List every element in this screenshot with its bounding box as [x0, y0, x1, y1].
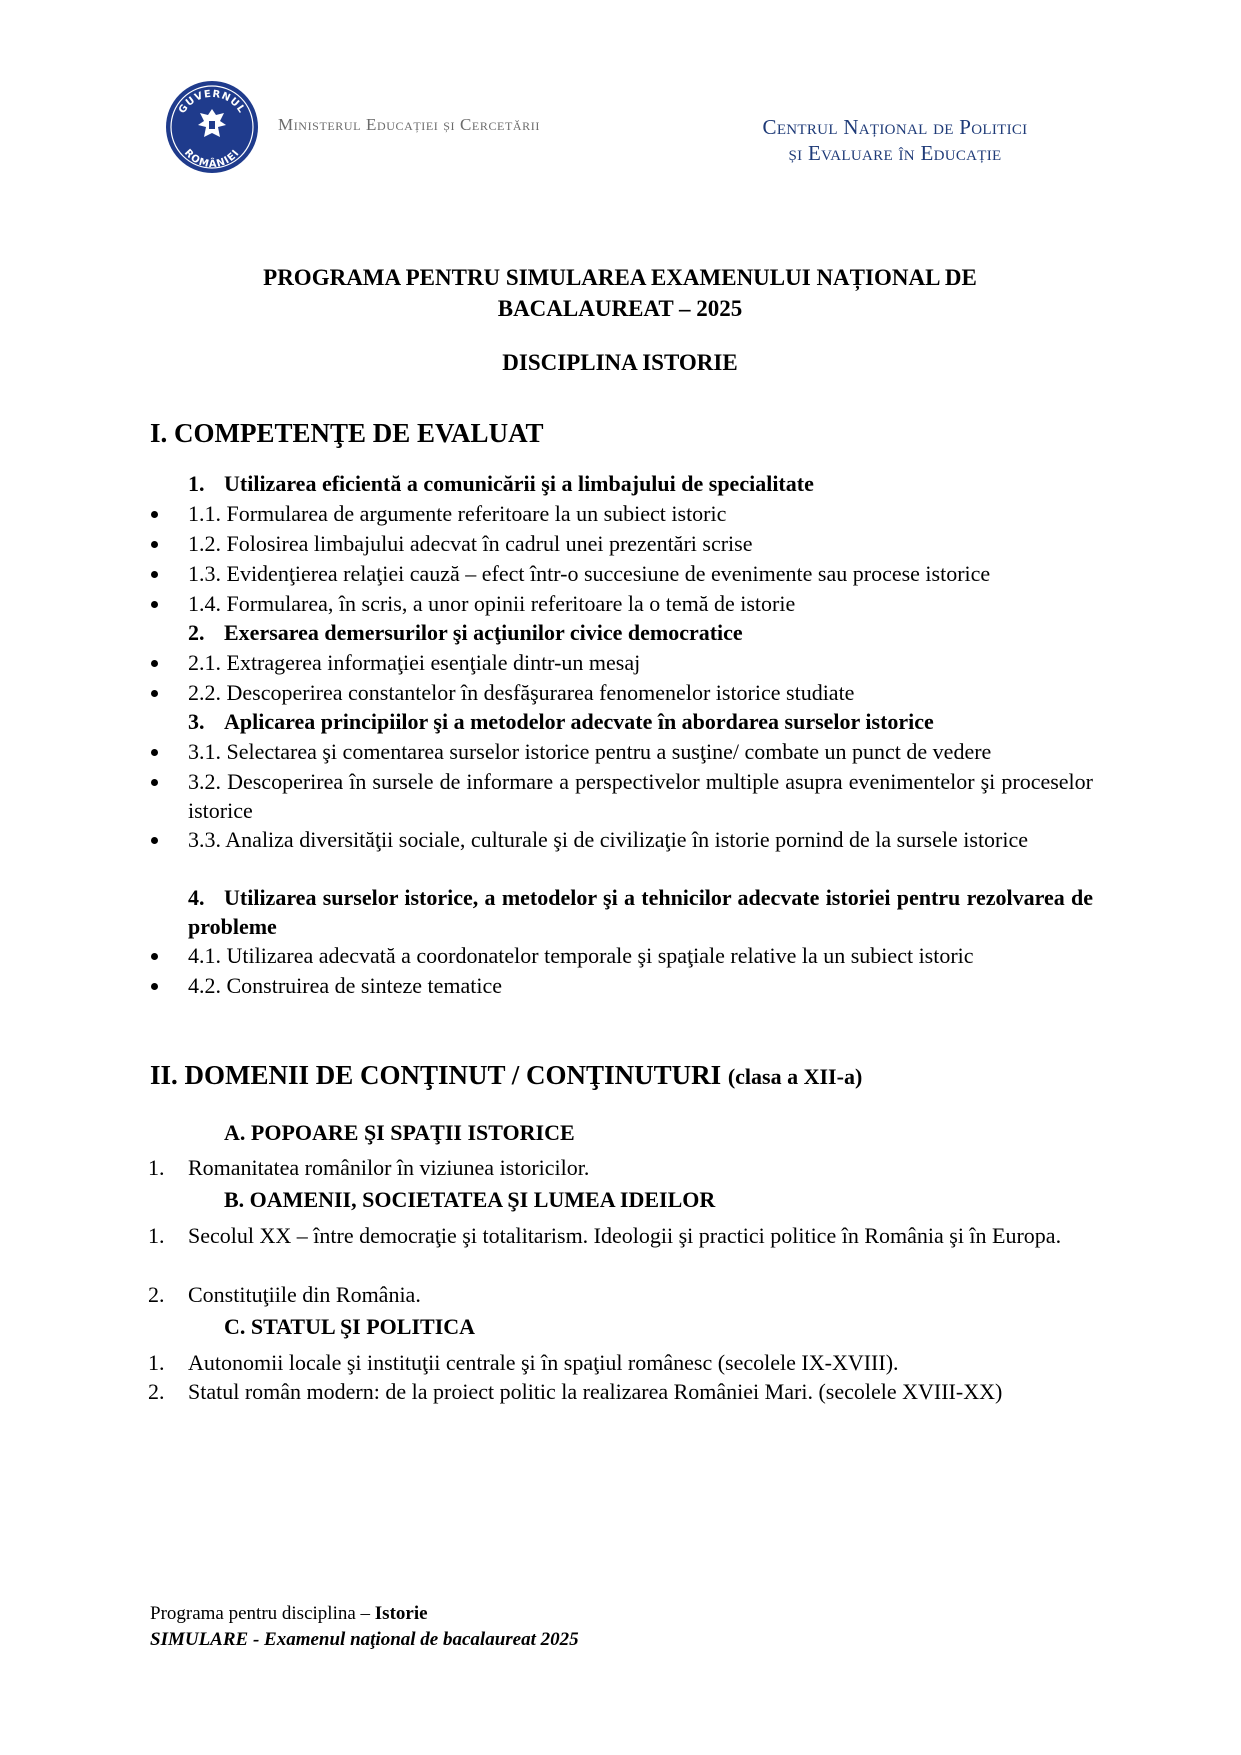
bullet-icon [151, 953, 158, 960]
list-item [148, 648, 1093, 677]
list-item-text: 1.2. Folosirea limbajului adecvat în cadrul unei prezentări scrise [188, 531, 753, 556]
logo-text-bottom: ROMÂNIEI [181, 147, 243, 171]
list-item-text: Autonomii locale şi instituţii centrale şi în spaţiul românesc (secolele IX-XVIII). [188, 1350, 899, 1375]
center-name-line1: Centrul Național de Politici [762, 115, 1028, 139]
list-item-number: 1. [148, 1155, 165, 1180]
bullet-icon [151, 601, 158, 608]
competence-label: Utilizarea surselor istorice, a metodelor şi a tehnicilor adecvate istoriei pentru rezolvarea de probleme [188, 885, 1093, 939]
competence-group-1 [188, 469, 1093, 498]
bullet-icon [151, 571, 158, 578]
list-item [148, 737, 1093, 766]
list-item-text: 4.2. Construirea de sinteze tematice [188, 973, 502, 998]
competence-label: Utilizarea eficientă a comunicării şi a limbajului de specialitate [224, 471, 814, 496]
list-item [148, 941, 1093, 970]
list-item-text: 4.1. Utilizarea adecvată a coordonatelor temporale şi spaţiale relative la un subiect istoric [188, 943, 974, 968]
domain-title-a: A. POPOARE ŞI SPAŢII ISTORICE [224, 1120, 575, 1145]
competence-label: Aplicarea principiilor şi a metodelor adecvate în abordarea surselor istorice [224, 709, 934, 734]
list-item [148, 767, 1093, 825]
bullet-icon [151, 983, 158, 990]
title-line1: PROGRAMA PENTRU SIMULAREA EXAMENULUI NAȚIONAL DE [263, 265, 977, 290]
list-item [148, 1221, 1093, 1250]
competence-number: 2. [188, 620, 205, 645]
list-item [148, 678, 1093, 707]
footer-discipline: Istorie [374, 1603, 428, 1624]
list-item-text: 3.3. Analiza diversităţii sociale, culturale şi de civilizaţie în istorie pornind de la sursele istorice [188, 827, 1029, 852]
competence-group-3 [188, 707, 1093, 736]
bullet-icon [151, 749, 158, 756]
list-item-number: 2. [148, 1282, 165, 1307]
competence-label: Exersarea demersurilor şi acţiunilor civice democratice [224, 620, 743, 645]
section2-heading [150, 1060, 862, 1091]
list-item [148, 1377, 1093, 1406]
list-item-number: 1. [148, 1350, 165, 1375]
bullet-icon [151, 690, 158, 697]
bullet-icon [151, 837, 158, 844]
center-name-line2: și Evaluare în Educație [788, 141, 1002, 165]
section1-heading: I. COMPETENŢE DE EVALUAT [150, 418, 544, 448]
list-item [148, 529, 1093, 558]
bullet-icon [151, 779, 158, 786]
document-title [140, 262, 1100, 324]
list-item-text: 1.3. Evidenţierea relaţiei cauză – efect într-o succesiune de evenimente sau procese istorice [188, 561, 991, 586]
list-item [148, 559, 1093, 588]
list-item-text: 3.1. Selectarea şi comentarea surselor istorice pentru a susţine/ combate un punct de vedere [188, 739, 992, 764]
list-item [148, 1153, 1093, 1182]
list-item [148, 499, 1093, 528]
bullet-icon [151, 511, 158, 518]
list-item [148, 825, 1093, 854]
bullet-icon [151, 541, 158, 548]
discipline-title: DISCIPLINA ISTORIE [502, 350, 738, 375]
list-item [148, 1280, 1093, 1309]
footer-line2: SIMULARE - Examenul naţional de bacalaureat 2025 [150, 1629, 579, 1650]
footer-prefix: Programa pentru disciplina – [150, 1603, 375, 1624]
competence-number: 4. [188, 885, 205, 910]
list-item [148, 589, 1093, 618]
section2-heading-suffix: (clasa a XII-a) [727, 1064, 863, 1089]
domain-title-c: C. STATUL ŞI POLITICA [224, 1314, 476, 1339]
government-logo [164, 79, 260, 175]
competence-group-4 [188, 883, 1093, 941]
list-item-text: 1.4. Formularea, în scris, a unor opinii referitoare la o temă de istorie [188, 591, 796, 616]
ministry-name: Ministerul Educației și Cercetării [278, 115, 540, 134]
list-item-text: 2.2. Descoperirea constantelor în desfăşurarea fenomenelor istorice studiate [188, 680, 855, 705]
logo-text-top: GUVERNUL [176, 88, 248, 116]
list-item-text: 3.2. Descoperirea în sursele de informare a perspectivelor multiple asupra evenimentelor şi proceselor istorice [188, 769, 1093, 823]
footer-line1 [150, 1603, 428, 1625]
competence-group-2 [188, 618, 1093, 647]
list-item [148, 1348, 1093, 1377]
list-item-text: Romanitatea românilor în viziunea istoricilor. [188, 1155, 590, 1180]
list-item-text: Secolul XX – între democraţie şi totalitarism. Ideologii şi practici politice în România şi în Europa. [188, 1223, 1062, 1248]
competence-number: 3. [188, 709, 205, 734]
domain-title-b: B. OAMENII, SOCIETATEA ŞI LUMEA IDEILOR [224, 1187, 716, 1212]
competence-number: 1. [188, 471, 205, 496]
list-item-text: 1.1. Formularea de argumente referitoare la un subiect istoric [188, 501, 727, 526]
bullet-icon [151, 660, 158, 667]
center-name [700, 114, 1090, 166]
list-item-number: 1. [148, 1223, 165, 1248]
list-item-text: Constituţiile din România. [188, 1282, 421, 1307]
list-item-number: 2. [148, 1379, 165, 1404]
list-item-text: 2.1. Extragerea informaţiei esenţiale dintr-un mesaj [188, 650, 641, 675]
title-line2: BACALAUREAT – 2025 [497, 296, 743, 321]
list-item [148, 971, 1093, 1000]
section2-heading-text: II. DOMENII DE CONŢINUT / CONŢINUTURI [150, 1060, 722, 1090]
list-item-text: Statul român modern: de la proiect politic la realizarea României Mari. (secolele XVIII-XX) [188, 1379, 1003, 1404]
